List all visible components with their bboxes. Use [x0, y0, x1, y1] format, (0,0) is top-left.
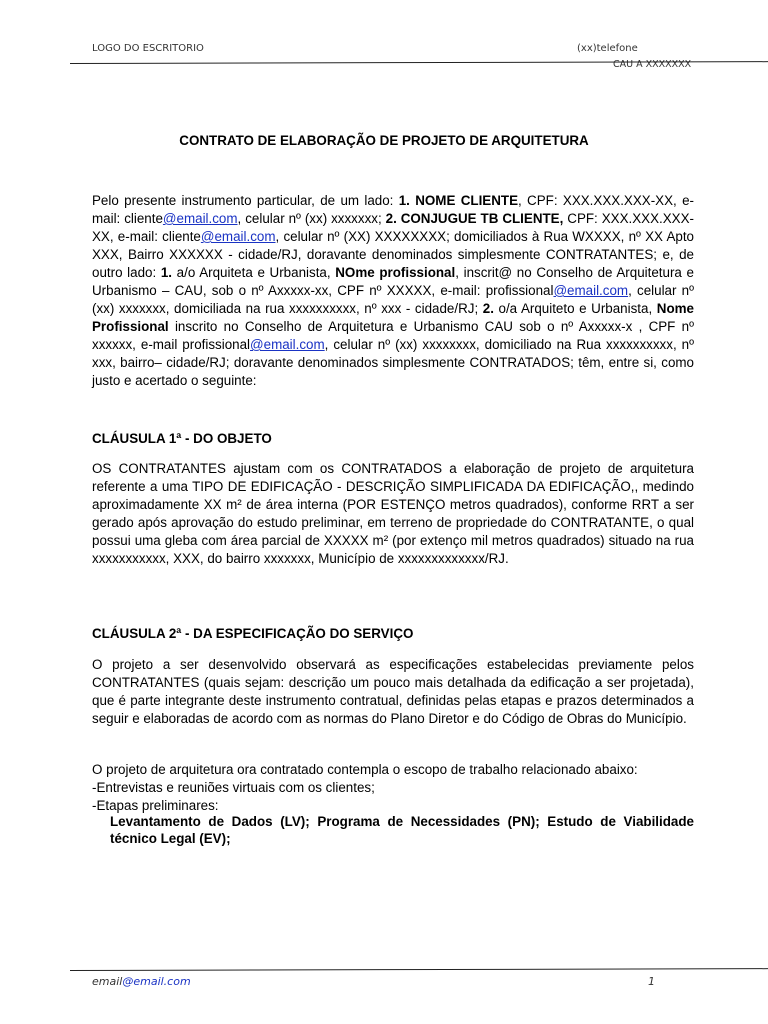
clause-2-text: O projeto a ser desenvolvido observará as especificações estabelecidas previamente pelos CONTRATANTES (quais sejam: descrição um pouco mais detalhada da edificação a ser projetada), que é parte integrante deste instrumento contratual, definidas pelas etapas e prazos determinados a seguir e elaboradas de acordo com as normas do Plano Diretor e do Código de Obras do Município. [92, 657, 694, 726]
clause-2-heading: CLÁUSULA 2ª - DA ESPECIFICAÇÃO DO SERVIÇO [92, 626, 414, 641]
office-logo-placeholder: LOGO DO ESCRITORIO [92, 43, 204, 54]
scope-list [92, 761, 694, 815]
scope-item: -Etapas preliminares: [92, 798, 219, 813]
intro-paragraph: Pelo presente instrumento particular, de um lado: 1. NOME CLIENTE, CPF: XXX.XXX.XXX-XX, e-mail: cliente@email.com, celular nº (xx) xxxxxxx; 2. CONJUGUE TB CLIENTE, CPF: XXX.XXX.XXX-XX, e-mail: cliente@email.com, celular nº (XX) XXXXXXXX; domiciliados à Rua WXXXX, nº XX Apto XXX, Bairro XXXXXX - cidade/RJ, doravante denominados simplesmente CONTRATANTES; e, de outro lado: 1. a/o Arquiteta e Urbanista, NOme profissional, inscrit@ no Conselho de Arquitetura e Urbanismo – CAU, sob o nº Axxxxx-xx, CPF nº XXXXX, e-mail: profissional@email.com, celular nº (xx) xxxxxxx, domiciliada na rua xxxxxxxxxx, nº xxx - cidade/RJ; 2. o/a Arquiteto e Urbanista, Nome Profissional inscrito no Conselho de Arquitetura e Urbanismo CAU sob o nº Axxxxx-x , CPF nº xxxxxx, e-mail profissional@email.com, celular nº (xx) xxxxxxxx, domiciliado na Rua xxxxxxxxxx, nº xxx, bairro– cidade/RJ; doravante denominados simplesmente CONTRATADOS; têm, entre si, como justo e acertado o seguinte: [92, 193, 694, 388]
footer-email-link[interactable]: @email.com [122, 975, 191, 988]
footer-divider [70, 968, 768, 971]
page-number: 1 [648, 975, 655, 988]
scope-intro: O projeto de arquitetura ora contratado contempla o escopo de trabalho relacionado abaixo: [92, 762, 638, 777]
preliminary-stages: Levantamento de Dados (LV); Programa de Necessidades (PN); Estudo de Viabilidade técnico Legal (EV); [110, 814, 694, 846]
document-title: CONTRATO DE ELABORAÇÃO DE PROJETO DE ARQUITETURA [179, 133, 589, 148]
email-link[interactable]: @email.com [200, 229, 276, 244]
clause-1-heading: CLÁUSULA 1ª - DO OBJETO [92, 431, 272, 446]
email-link[interactable]: @email.com [250, 337, 325, 352]
clause-1-text: OS CONTRATANTES ajustam com os CONTRATADOS a elaboração de projeto de arquitetura referente a uma TIPO DE EDIFICAÇÃO - DESCRIÇÃO SIMPLIFICADA DA EDIFICAÇÃO,, medindo aproximadamente XX m² de área interna (POR ESTENÇO metros quadrados), conforme RRT a ser gerado após aprovação do estudo preliminar, em terreno de propriedade do CONTRATANTE, o qual possui uma gleba com área parcial de XXXXX m² (por extenço mil metros quadrados) situado na rua xxxxxxxxxxx, XXX, do bairro xxxxxxx, Município de xxxxxxxxxxxxx/RJ. [92, 461, 694, 566]
header-phone: (xx)telefone [577, 43, 638, 54]
footer-email: email@email.com [92, 975, 191, 988]
scope-item: -Entrevistas e reuniões virtuais com os clientes; [92, 780, 375, 795]
email-link[interactable]: @email.com [162, 211, 238, 226]
email-link[interactable]: @email.com [553, 283, 629, 298]
header-cau-number: CAU A XXXXXXX [613, 59, 692, 70]
